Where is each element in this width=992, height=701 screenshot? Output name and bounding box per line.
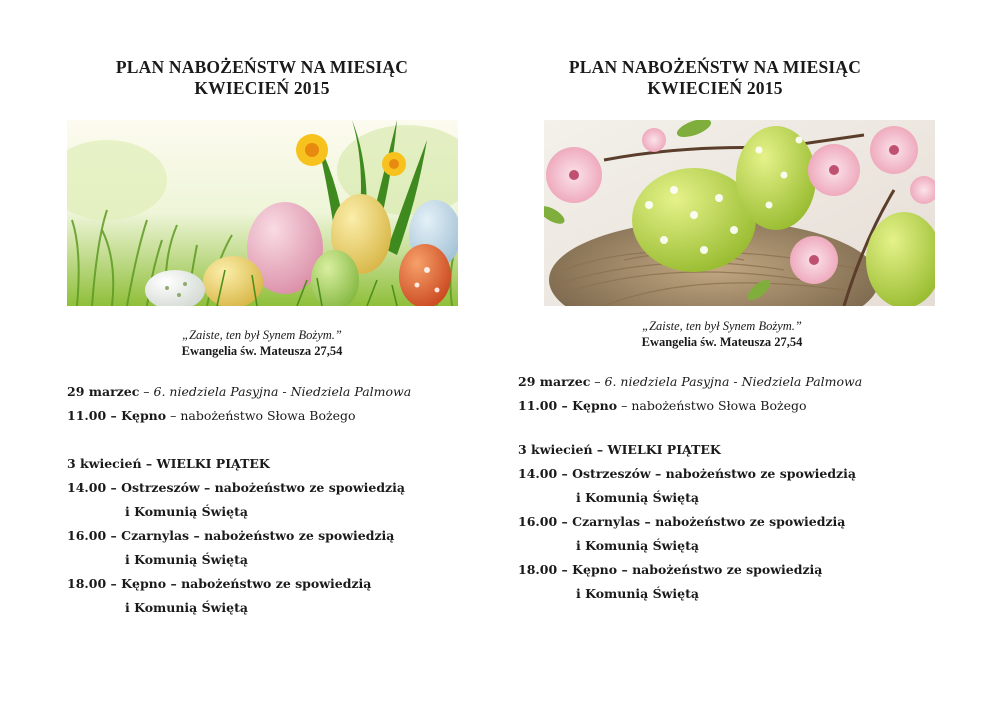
service-row: 18.00 – Kępno – nabożeństwo ze spowiedzią bbox=[67, 576, 372, 591]
entry1-service: 11.00 – Kępno – nabożeństwo Słowa Bożego bbox=[67, 408, 356, 423]
service-row-cont: i Komunią Świętą bbox=[576, 586, 699, 601]
green-eggs-nest-photo bbox=[544, 120, 935, 306]
title-line-2: KWIECIEŃ 2015 bbox=[647, 78, 783, 98]
entry1-place: Kępno bbox=[572, 398, 618, 413]
left-column bbox=[52, 0, 472, 615]
entry2-heading: 3 kwiecień – WIELKI PIĄTEK bbox=[518, 442, 721, 457]
entry2-name: WIELKI PIĄTEK bbox=[607, 442, 721, 457]
entry1-date: 29 marzec bbox=[518, 374, 591, 389]
service-row-cont: i Komunią Świętą bbox=[125, 504, 248, 519]
entry1-desc: nabożeństwo Słowa Bożego bbox=[180, 408, 356, 423]
entry2-date: 3 kwiecień bbox=[67, 456, 142, 471]
service-row-cont: i Komunią Świętą bbox=[576, 538, 699, 553]
title-line-1: PLAN NABOŻEŃSTW NA MIESIĄC bbox=[115, 57, 409, 77]
entry1-desc: nabożeństwo Słowa Bożego bbox=[631, 398, 807, 413]
right-column bbox=[505, 0, 925, 601]
bible-quote bbox=[42, 327, 482, 359]
page-title bbox=[52, 0, 472, 99]
schedule bbox=[518, 370, 938, 606]
entry1-service: 11.00 – Kępno – nabożeństwo Słowa Bożego bbox=[518, 398, 807, 413]
easter-eggs-grass-photo bbox=[67, 120, 458, 306]
entry1-heading: 29 marzec – 6. niedziela Pasyjna - Niedziela Palmowa bbox=[518, 374, 863, 389]
entry1-dash: – bbox=[139, 384, 154, 399]
service-row-cont: i Komunią Świętą bbox=[125, 600, 248, 615]
service-row: 16.00 – Czarnylas – nabożeństwo ze spowiedzią bbox=[67, 528, 395, 543]
service-row: 16.00 – Czarnylas – nabożeństwo ze spowiedzią bbox=[518, 514, 846, 529]
entry2-heading: 3 kwiecień – WIELKI PIĄTEK bbox=[67, 456, 270, 471]
entry2-name: WIELKI PIĄTEK bbox=[156, 456, 270, 471]
entry1-place: Kępno bbox=[121, 408, 167, 423]
service-row: 14.00 – Ostrzeszów – nabożeństwo ze spowiedzią bbox=[518, 466, 857, 481]
quote-text: „Zaiste, ten był Synem Bożym.” bbox=[182, 328, 342, 342]
service-row-cont: i Komunią Świętą bbox=[576, 490, 699, 505]
entry1-name: 6. niedziela Pasyjna - Niedziela Palmowa bbox=[153, 384, 412, 399]
entry1-time: 11.00 bbox=[518, 398, 558, 413]
service-row: 18.00 – Kępno – nabożeństwo ze spowiedzią bbox=[518, 562, 823, 577]
title-line-2: KWIECIEŃ 2015 bbox=[194, 78, 330, 98]
entry1-date: 29 marzec bbox=[67, 384, 140, 399]
bible-quote bbox=[502, 318, 942, 350]
entry1-time: 11.00 bbox=[67, 408, 107, 423]
entry2-date: 3 kwiecień bbox=[518, 442, 593, 457]
entry1-name: 6. niedziela Pasyjna - Niedziela Palmowa bbox=[604, 374, 863, 389]
page-title bbox=[505, 0, 925, 99]
service-row-cont: i Komunią Świętą bbox=[125, 552, 248, 567]
quote-source: Ewangelia św. Mateusza 27,54 bbox=[181, 344, 343, 358]
quote-text: „Zaiste, ten był Synem Bożym.” bbox=[642, 319, 802, 333]
quote-source: Ewangelia św. Mateusza 27,54 bbox=[641, 335, 803, 349]
title-line-1: PLAN NABOŻEŃSTW NA MIESIĄC bbox=[568, 57, 862, 77]
service-row: 14.00 – Ostrzeszów – nabożeństwo ze spowiedzią bbox=[67, 480, 406, 495]
entry1-heading bbox=[67, 380, 487, 404]
schedule bbox=[67, 380, 487, 620]
